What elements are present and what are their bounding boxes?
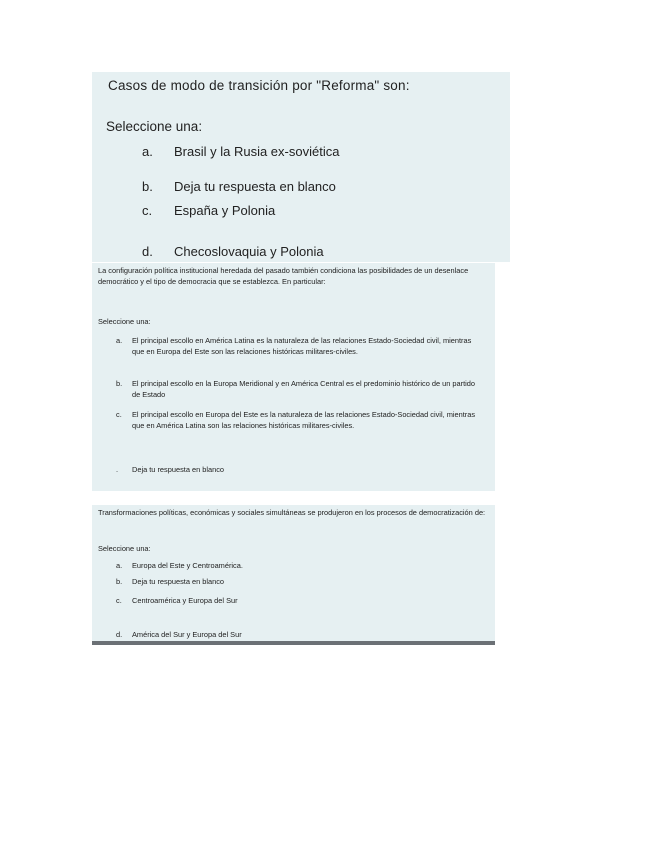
option-letter: b. bbox=[142, 179, 153, 194]
option-letter: a. bbox=[116, 561, 123, 570]
option-letter: b. bbox=[116, 577, 123, 586]
option-a[interactable] bbox=[116, 335, 478, 357]
option-b[interactable] bbox=[142, 179, 336, 194]
option-letter: c. bbox=[116, 596, 122, 605]
option-b[interactable] bbox=[116, 576, 478, 587]
question-text: La configuración política institucional heredada del pasado también condiciona las posibilidades de un desenlace democrático y el tipo de democracia que se establezca. En particular: bbox=[98, 266, 469, 286]
option-letter: d. bbox=[116, 630, 123, 639]
option-text: América del Sur y Europa del Sur bbox=[132, 630, 242, 639]
option-c[interactable] bbox=[116, 409, 478, 431]
option-letter: a. bbox=[142, 144, 153, 159]
question-card-2 bbox=[92, 263, 495, 491]
option-text: El principal escollo en Europa del Este es la naturaleza de las relaciones Estado-Sociedad civil, mientras que en América Latina son las relaciones históricas militares-civiles. bbox=[132, 410, 476, 430]
select-label: Seleccione una: bbox=[98, 317, 151, 326]
question-text: Transformaciones políticas, económicas y sociales simultáneas se produjeron en los procesos de democratización de: bbox=[98, 508, 486, 517]
option-text: Checoslovaquia y Polonia bbox=[174, 244, 324, 259]
option-d[interactable] bbox=[142, 244, 324, 259]
question-card-1 bbox=[92, 72, 510, 262]
option-text: El principal escollo en América Latina es la naturaleza de las relaciones Estado-Sociedad civil, mientras que en Europa del Este son las relaciones históricas militares-civiles. bbox=[132, 336, 472, 356]
select-label: Seleccione una: bbox=[98, 544, 151, 553]
option-letter: a. bbox=[116, 336, 123, 345]
option-blank[interactable] bbox=[116, 464, 478, 475]
option-text: Deja tu respuesta en blanco bbox=[174, 179, 336, 194]
option-letter: b. bbox=[116, 379, 123, 388]
question-card-3 bbox=[92, 505, 495, 642]
option-a[interactable] bbox=[142, 144, 339, 159]
option-letter: c. bbox=[116, 410, 122, 419]
option-text: Centroamérica y Europa del Sur bbox=[132, 596, 238, 605]
option-text: Brasil y la Rusia ex-soviética bbox=[174, 144, 340, 159]
option-text: España y Polonia bbox=[174, 203, 276, 218]
option-text: Europa del Este y Centroamérica. bbox=[132, 561, 243, 570]
option-b[interactable] bbox=[116, 378, 478, 400]
select-label: Seleccione una: bbox=[106, 119, 203, 134]
option-text: El principal escollo en la Europa Meridional y en América Central es el predominio histórico de un partido de Estado bbox=[132, 379, 476, 399]
option-c[interactable] bbox=[116, 595, 478, 606]
option-text: Deja tu respuesta en blanco bbox=[132, 465, 225, 474]
option-letter: . bbox=[116, 465, 119, 474]
option-a[interactable] bbox=[116, 560, 478, 571]
bottom-divider bbox=[92, 641, 495, 645]
option-c[interactable] bbox=[142, 203, 275, 218]
option-letter: d. bbox=[142, 244, 153, 259]
option-letter: c. bbox=[142, 203, 153, 218]
option-d[interactable] bbox=[116, 629, 478, 640]
question-text: Casos de modo de transición por "Reforma" son: bbox=[108, 78, 410, 93]
option-text: Deja tu respuesta en blanco bbox=[132, 577, 225, 586]
